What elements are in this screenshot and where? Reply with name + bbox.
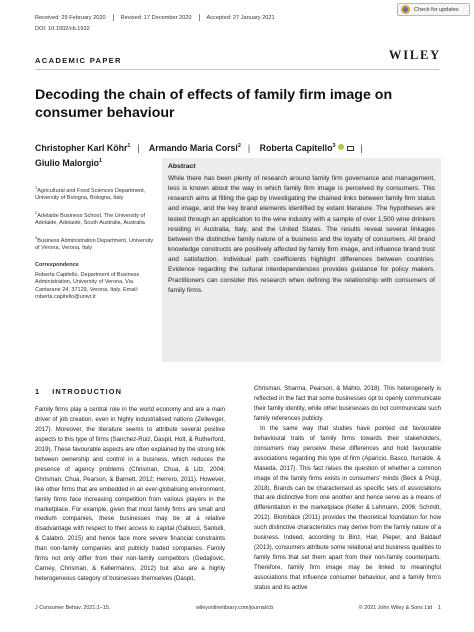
check-for-updates-button[interactable]	[397, 3, 470, 16]
crossmark-icon	[401, 5, 410, 14]
affiliation-marker: 1	[35, 185, 38, 190]
email-icon[interactable]	[347, 146, 354, 151]
author-name[interactable]: Giulio Malorgio	[35, 158, 100, 169]
body-column-left	[35, 405, 225, 584]
article-dates-header	[35, 14, 365, 32]
body-paragraph: In the same way that studies have pointed out favourable behavioural traits of family firms towards their stakeholders, consumers may perceive these differences and hold favourable associations regarding this type of firm (Aparicio, Basco, Iturralde, & Maseda, 2017). This fact raises the question of whether a common image of the family firms exists in consumers' minds (Beck & Prügl, 2018). Brands can be characterised as specific sets of associations that are distinctive from one another and hence serve as a means of differentiation in the marketplace (Keller & Lehmann, 2006; Schmitt, 2012). Blombäck (2011) provides the theoretical foundation for how such distinctive characteristics may derive from the family nature of a business. Indeed, according to Binz, Hair, Pieper, and Baldauf (2013), consumers attribute some relational and business qualities to family firms that set them apart from their non-family counterparts. Therefore, family firm image may be linked to meaningful associations that influence consumer behaviour, and a family firm's status and its active	[254, 424, 441, 592]
author-name[interactable]: Roberta Capitello	[259, 142, 333, 153]
affiliation-marker: 3	[35, 235, 38, 241]
divider	[199, 14, 200, 21]
author-separator: |	[360, 142, 363, 153]
author-affiliation-marker: 1	[127, 143, 131, 149]
affiliation-marker: 2	[35, 210, 38, 216]
author-affiliation-marker: 2	[237, 143, 241, 149]
copyright: © 2021 John Wiley & Sons Ltd	[358, 605, 432, 611]
divider	[113, 14, 114, 21]
affiliation-text: Adelaide Business School, The University of Adelaide, Adelaide, South Australia, Australia	[35, 212, 146, 227]
affiliation-text: Agricultural and Food Sciences Department, University of Bologna, Bologna, Italy	[35, 187, 146, 202]
body-paragraph: Chrisman, Sharma, Pearson, & Mahto, 2018). This heterogeneity is reflected in the fact that some businesses opt to openly communicate their family identity, while other businesses do not communicate such family references publicly.	[254, 385, 441, 422]
author-affiliation-marker: 3	[332, 143, 336, 149]
abstract-heading: Abstract	[168, 163, 196, 170]
publisher-logo: WILEY	[388, 48, 441, 62]
paper-title: Decoding the chain of effects of family firm image on consumer behaviour	[35, 87, 393, 121]
author-affiliation-marker: 1	[99, 158, 103, 165]
revised-date: Revised: 17 December 2020	[120, 14, 192, 21]
journal-citation: J Consumer Behav. 2021;1–15.	[35, 605, 111, 611]
page-footer	[35, 605, 441, 611]
page-number: 1	[437, 605, 441, 611]
affiliations	[35, 184, 155, 308]
article-type: ACADEMIC PAPER	[35, 56, 122, 65]
affiliation	[35, 184, 155, 203]
header-divider	[35, 69, 439, 70]
body-paragraph: Family firms play a central role in the world economy and are a main driver of job creation, even in highly industrialised nations (Zellweger, 2017). Moreover, the literature seems to attribute several positive aspects to this type of firms (Sanchez-Ruiz, Daspit, Holt, & Rutherford, 2019). These favourable aspects are often explained by the strong link between ownership and control in a business, which reduces the presence of agency problems (Chrisman, Chua, & Litz, 2004; Chrisman, Chua, Pearson, & Barnett, 2012; Herrero, 2011). However, like other firms that are embedded in an ever-globalising environment, family firms face increasing competition from various players in the marketplace. For example, given that most family firms are small and medium companies, these businesses may be at a relative disadvantage with respect to their access to capital (Gallucci, Santulli, & Calabrò, 2015) and hence face more severe financial constraints than non-family companies and publicly traded companies. Family firms not only differ from their non-family competitors (Gedajlovic, Carney, Chrisman, & Kellermanns, 2012) but also are a highly heterogeneous category of businesses themselves (Daspit,	[35, 406, 225, 583]
body-column-right	[254, 384, 441, 593]
section-number: 1	[35, 387, 41, 396]
check-for-updates-label: Check for updates	[414, 6, 459, 13]
orcid-icon[interactable]	[338, 144, 344, 150]
journal-url[interactable]: wileyonlinelibrary.com/journal/cb	[196, 605, 274, 611]
correspondence-text: Roberta Capitello, Department of Business Administration, University of Verona, Via Cantarane 24, 37129, Verona, Italy. Email: roberta.capitello@univr.it	[35, 271, 140, 301]
affiliation-text: Business Administration Department, University of Verona, Verona, Italy	[35, 237, 154, 252]
doi[interactable]: DOI: 10.1002/cb.1932	[35, 26, 90, 32]
affiliation	[35, 234, 155, 253]
correspondence-heading: Correspondence	[35, 262, 79, 269]
abstract-box	[162, 158, 441, 362]
section-title: INTRODUCTION	[52, 387, 123, 396]
abstract-text: While there has been plenty of research around family firm governance and management, less is known about the way in which family firm image is perceived by consumers. This research aims at filling the gap by investigating the chained links between family firm status and image, and the key brand elements identified by extant literature. The hypotheses are tested through an application to the wine industry with a sample of over 1,500 wine drinkers residing in Australia, Italy, and the United States. The results reveal several linkages between the distinctive family nature of a business and the loyalty of consumers. All brand knowledge constructs are positively affected by family firm image, and influence brand trust and satisfaction. Individual path coefficients highlight differences between countries. Evidence regarding the cultural interdependencies provides guidance for policy makers. Practitioners can consider this research when defining the relationship with consumers of family firms.	[168, 175, 435, 294]
received-date: Received: 29 February 2020	[35, 14, 106, 21]
author-separator: |	[247, 142, 251, 153]
author-name[interactable]: Armando Maria Corsi	[148, 142, 238, 153]
author-name[interactable]: Christopher Karl Köhr	[35, 142, 128, 153]
affiliation	[35, 209, 155, 228]
section-heading	[35, 387, 122, 396]
author-separator: |	[137, 142, 140, 153]
accepted-date: Accepted: 27 January 2021	[206, 14, 275, 21]
